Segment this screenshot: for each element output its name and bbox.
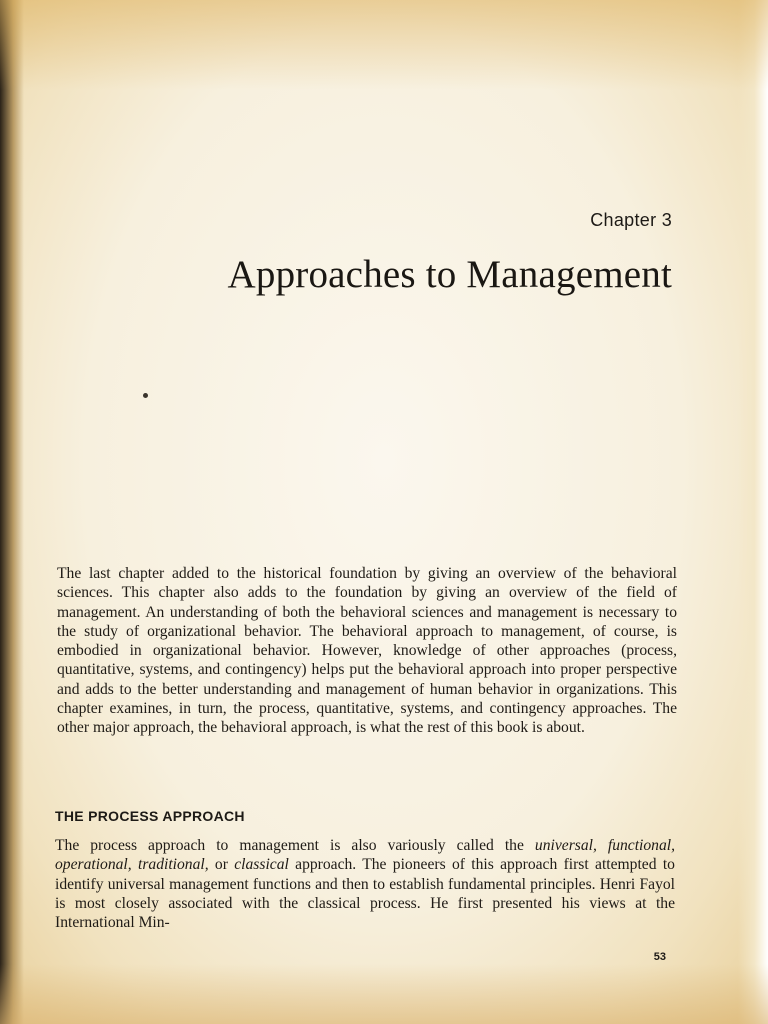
section-text-part: approach. The pioneers of this approach first attempted to identify universal management functions and then to establish fundamental principles. Henri Fayol is most closely associated with the classical process. He first presented his views at the International Min- <box>55 856 675 932</box>
section-text-part: The process approach to management is also variously called the <box>55 837 535 854</box>
section-text-part: or <box>208 856 235 874</box>
ink-speck <box>143 393 148 398</box>
section-paragraph <box>55 836 675 932</box>
section-heading: THE PROCESS APPROACH <box>55 808 245 824</box>
section-italic-term: classical <box>234 856 289 874</box>
chapter-label: Chapter 3 <box>590 210 672 230</box>
section-italic-terms: universal, functional, operational, traditional, <box>55 837 676 874</box>
page-bottom-discoloration <box>0 964 768 1024</box>
intro-paragraph: The last chapter added to the historical foundation by giving an overview of the behavioral sciences. This chapter also adds to the foundation by giving an overview of the field of management. An understanding of both the behavioral sciences and management is necessary to the study of organizational behavior. The behavioral approach to management, of course, is embodied in organizational behavior. However, knowledge of other approaches (process, quantitative, systems, and contingency) helps put the behavioral approach into proper perspective and adds to the better understanding and management of human behavior in organizations. This chapter examines, in turn, the process, quantitative, systems, and contingency approaches. The other major approach, the behavioral approach, is what the rest of this book is about. <box>57 565 677 737</box>
page-top-discoloration <box>0 0 768 90</box>
page-number: 53 <box>653 951 666 963</box>
chapter-title: Approaches to Management <box>227 253 672 296</box>
page-right-edge <box>738 0 768 1024</box>
page-binding-shadow <box>0 0 24 1024</box>
